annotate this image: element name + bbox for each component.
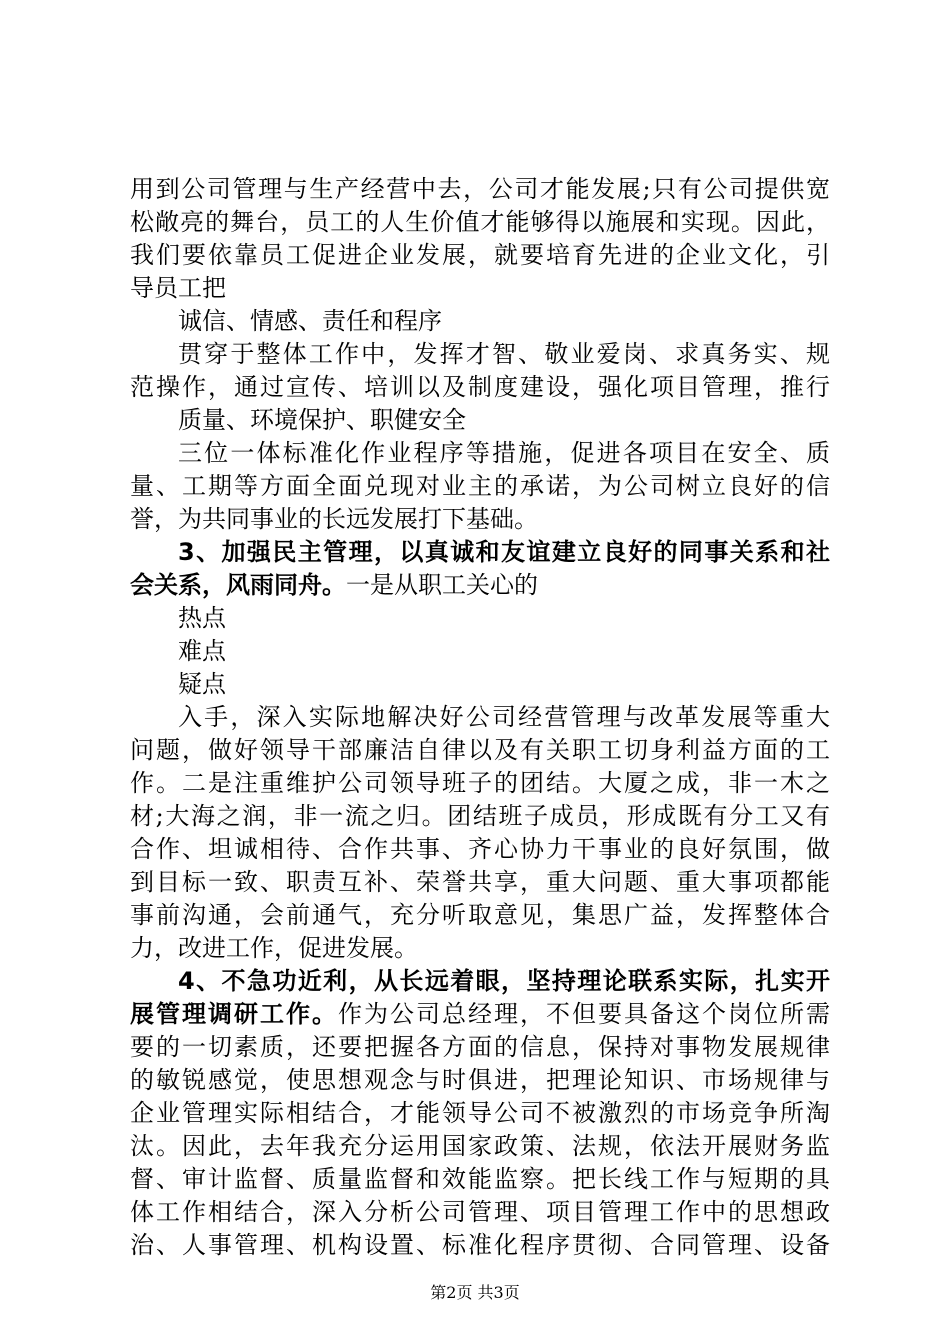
body-text-line: 治、人事管理、机构设置、标准化程序贯彻、合同管理、设备 <box>130 1231 830 1259</box>
body-text-line: 督、审计监督、质量监督和效能监察。把长线工作与短期的具 <box>130 1165 830 1193</box>
body-text-line <box>130 998 830 1030</box>
body-text-line: 材;大海之润，非一流之归。团结班子成员，形成既有分工又有 <box>130 802 830 830</box>
section-heading-4-end: 展管理调研工作。 <box>130 1000 338 1028</box>
body-text-line: 汰。因此，去年我充分运用国家政策、法规，依法开展财务监 <box>130 1132 830 1160</box>
body-text-line: 体工作相结合，深入分析公司管理、项目管理工作中的思想政 <box>130 1198 830 1226</box>
body-text-line: 企业管理实际相结合，才能领导公司不被激烈的市场竞争所淘 <box>130 1099 830 1127</box>
body-text-line: 作。二是注重维护公司领导班子的团结。大厦之成，非一木之 <box>130 769 830 797</box>
body-text-line: 三位一体标准化作业程序等措施，促进各项目在安全、质 <box>178 439 830 467</box>
body-text-run: 一是从职工关心的 <box>346 571 538 599</box>
body-text-line: 问题，做好领导干部廉洁自律以及有关职工切身利益方面的工 <box>130 736 830 764</box>
body-text-line: 事前沟通，会前通气，充分听取意见，集思广益，发挥整体合 <box>130 901 830 929</box>
body-text-line: 质量、环境保护、职健安全 <box>178 406 466 434</box>
body-text-line: 到目标一致、职责互补、荣誉共享，重大问题、重大事项都能 <box>130 868 830 896</box>
body-text-line: 力，改进工作，促进发展。 <box>130 934 418 962</box>
body-text-line: 要的一切素质，还要把握各方面的信息，保持对事物发展规律 <box>130 1033 830 1061</box>
body-text-line: 入手，深入实际地解决好公司经营管理与改革发展等重大 <box>178 703 830 731</box>
body-text-line: 范操作，通过宣传、培训以及制度建设，强化项目管理，推行 <box>130 373 830 401</box>
body-text-line <box>130 569 830 601</box>
body-text-line: 我们要依靠员工促进企业发展，就要培育先进的企业文化，引 <box>130 241 830 269</box>
page-number-footer: 第2页 共3页 <box>430 1283 520 1302</box>
section-heading-4: 4、不急功近利，从长远着眼，坚持理论联系实际，扎实开 <box>178 967 830 995</box>
body-text-run: 作为公司总经理，不但要具备这个岗位所需 <box>338 1000 830 1028</box>
body-text-line: 合作、坦诚相待、合作共事、齐心协力干事业的良好氛围，做 <box>130 835 830 863</box>
body-text-line: 量、工期等方面全面兑现对业主的承诺，为公司树立良好的信 <box>130 472 830 500</box>
body-text-line: 疑点 <box>178 670 226 698</box>
body-text-line: 导员工把 <box>130 274 226 302</box>
body-text-line: 誉，为共同事业的长远发展打下基础。 <box>130 505 538 533</box>
body-text-line: 热点 <box>178 604 226 632</box>
body-text-line: 松敞亮的舞台，员工的人生价值才能够得以施展和实现。因此， <box>130 208 830 236</box>
body-text-line: 用到公司管理与生产经营中去，公司才能发展;只有公司提供宽 <box>130 175 830 203</box>
body-text-line: 贯穿于整体工作中，发挥才智、敬业爱岗、求真务实、规 <box>178 340 830 368</box>
section-heading-3: 3、加强民主管理，以真诚和友谊建立良好的同事关系和社 <box>178 538 830 566</box>
body-text-line: 诚信、情感、责任和程序 <box>178 307 442 335</box>
body-text-line: 难点 <box>178 637 226 665</box>
section-heading-3-end: 会关系，风雨同舟。 <box>130 571 346 599</box>
body-text-line: 的敏锐感觉，使思想观念与时俱进，把理论知识、市场规律与 <box>130 1066 830 1094</box>
